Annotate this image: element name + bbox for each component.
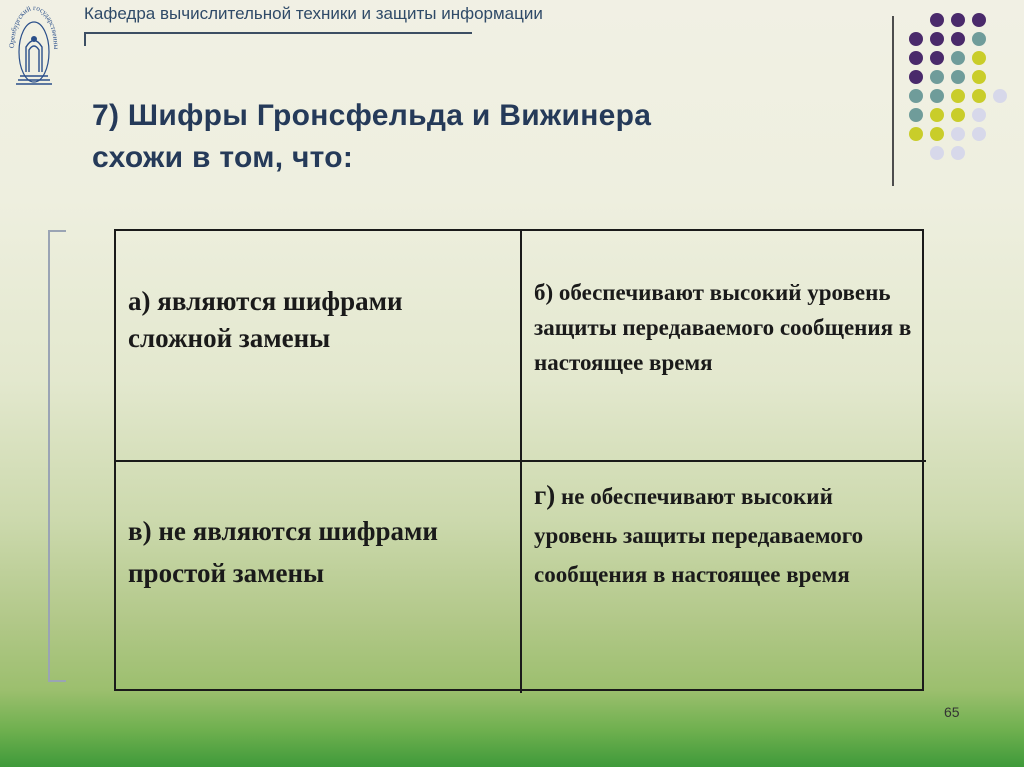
decor-dot [909, 89, 923, 103]
option-v-text: в) не являются шифрами простой замены [128, 516, 438, 588]
page-number: 65 [944, 704, 960, 720]
decor-dot [930, 108, 944, 122]
title-line-1: 7) Шифры Гронсфельда и Вижинера [92, 99, 652, 132]
decor-dot [951, 13, 965, 27]
option-a[interactable] [116, 231, 522, 462]
decor-dot [909, 70, 923, 84]
option-a-text: а) являются шифрами сложной замены [128, 286, 403, 353]
decor-dot [972, 13, 986, 27]
title-line-2: схожи в том, что: [92, 141, 354, 174]
decor-dot [951, 70, 965, 84]
decor-dot [909, 51, 923, 65]
decor-dot [930, 32, 944, 46]
decor-dot [972, 89, 986, 103]
option-g[interactable] [522, 462, 926, 693]
decor-dot [972, 70, 986, 84]
option-b-text: б) обеспечивают высокий уровень защиты передаваемого сообщения в настоящее время [534, 280, 912, 375]
option-v[interactable] [116, 462, 522, 693]
option-g-lead: г) [534, 480, 556, 510]
header-divider [84, 32, 472, 34]
decor-dot [930, 70, 944, 84]
decor-dot [930, 146, 944, 160]
decor-dot [951, 89, 965, 103]
option-g-text: не обеспечивают высокий уровень защиты передаваемого сообщения в настоящее время [534, 484, 864, 587]
decor-dot [951, 127, 965, 141]
decor-dot [951, 51, 965, 65]
decor-vertical-line [892, 16, 894, 186]
option-b[interactable] [522, 231, 926, 462]
decor-dot [993, 89, 1007, 103]
decor-dot [972, 32, 986, 46]
decor-dot [930, 89, 944, 103]
slide-title [92, 95, 852, 179]
decor-dot [909, 108, 923, 122]
logo-lettering: Оренбургский государственны [7, 3, 61, 50]
decor-dot [972, 127, 986, 141]
decor-dot [951, 32, 965, 46]
university-emblem-icon [4, 2, 64, 92]
decor-dot [972, 51, 986, 65]
decor-bracket [48, 230, 66, 682]
decor-dot [972, 108, 986, 122]
decor-dot [909, 32, 923, 46]
answer-grid [114, 229, 924, 691]
decor-dot [930, 13, 944, 27]
decor-dot [951, 146, 965, 160]
decor-dot [909, 127, 923, 141]
department-name: Кафедра вычислительной техники и защиты информации [84, 4, 543, 23]
decor-dot [930, 127, 944, 141]
header-divider-tick [84, 32, 86, 46]
decor-dot [951, 108, 965, 122]
decor-dot [930, 51, 944, 65]
decor-dot-grid [902, 8, 1012, 168]
